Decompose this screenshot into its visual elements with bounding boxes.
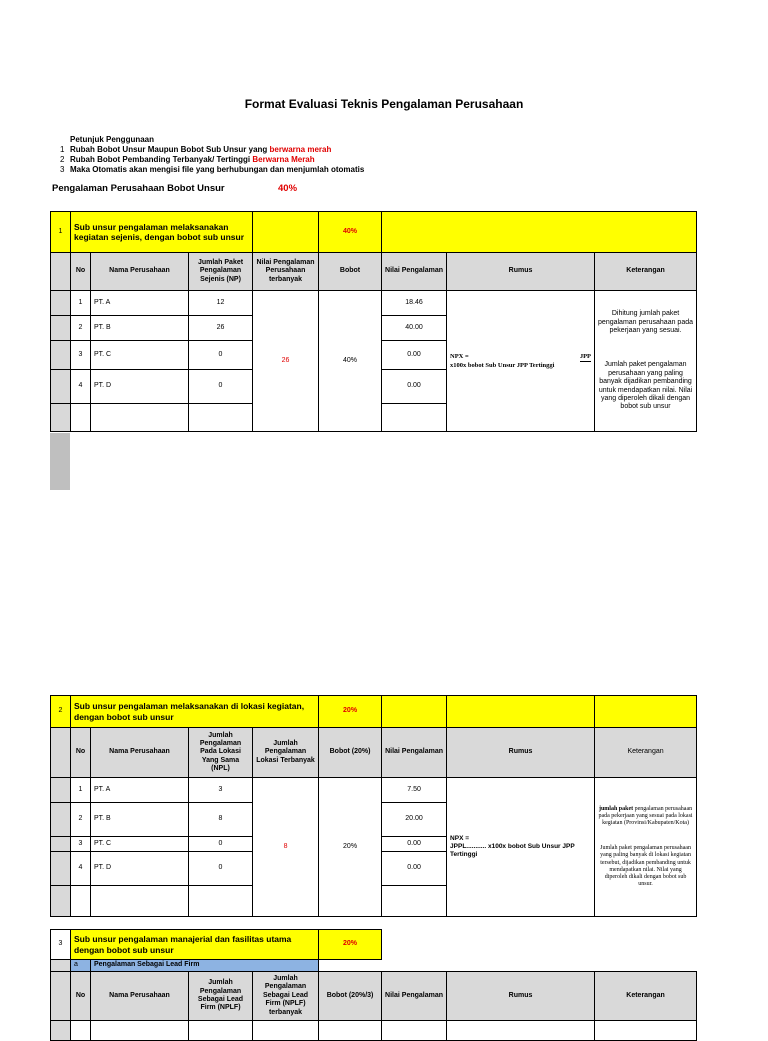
row-no: 2 [71, 316, 91, 341]
section1-terbanyak: 26 [253, 291, 319, 432]
section1-title: Sub unsur pengalaman melaksanakan kegiatan sejenis, dengan bobot sub unsur [71, 212, 253, 253]
section2-terbanyak: 8 [253, 778, 319, 917]
row-nilai: 0.00 [382, 341, 447, 370]
rumus-npx: NPX = [450, 835, 470, 843]
col-nama: Nama Perusahaan [91, 728, 189, 778]
section3-number: 3 [51, 930, 71, 960]
instruction-number: 3 [60, 165, 65, 174]
section2-keterangan [595, 778, 697, 917]
row-no: 3 [71, 341, 91, 370]
col-keterangan: Keterangan [595, 972, 697, 1021]
row-np: 0 [189, 370, 253, 404]
col-nilai: Nilai Pengalaman [382, 253, 447, 291]
rumus-jpp: JPP [579, 352, 592, 360]
section2-title: Sub unsur pengalaman melaksanakan di lokasi kegiatan, dengan bobot sub unsur [71, 696, 319, 728]
keterangan-1: Dihitung jumlah paket pengalaman perusahaan pada pekerjaan yang sesuai. [598, 310, 693, 335]
keterangan-bold: jumlah paket [598, 805, 634, 812]
section2-bobot: 20% [319, 778, 382, 917]
table-row [51, 291, 697, 316]
col-terbanyak: Jumlah Pengalaman Lokasi Terbanyak [253, 728, 319, 778]
row-no: 1 [71, 778, 91, 803]
row-nilai: 7.50 [382, 778, 447, 803]
keterangan-2: Jumlah paket pengalaman perusahaan yang paling banyak di lokasi kegiatan tersebut, dijadikan pembanding untuk mendapatkan nilai. Nilai yang diperoleh dikali dengan bobot sub unsur. [600, 845, 691, 888]
instruction-highlight: Berwarna Merah [252, 155, 315, 164]
col-nama: Nama Perusahaan [91, 972, 189, 1021]
section3-title: Sub unsur pengalaman manajerial dan fasilitas utama dengan bobot sub unsur [71, 930, 319, 960]
section1-table [50, 211, 697, 432]
table-row [51, 778, 697, 803]
row-nilai: 0.00 [382, 837, 447, 852]
section2-number: 2 [51, 696, 71, 728]
section2-table [50, 695, 697, 917]
instruction-item-2 [60, 155, 315, 164]
section1-header-row [51, 253, 697, 291]
col-keterangan: Keterangan [595, 728, 697, 778]
section3-sub-letter: a [71, 960, 91, 972]
instruction-item-1 [60, 145, 331, 154]
col-terbanyak: Jumlah Pengalaman Sebagai Lead Firm (NPLF) terbanyak [253, 972, 319, 1021]
keterangan-2: Jumlah paket pengalaman perusahaan yang paling banyak dijadikan pembanding untuk mendapatkan nilai. Nilai yang diperoleh dikali dengan bobot sub unsur [598, 361, 693, 411]
section3-header-row [51, 972, 697, 1021]
bobot-unsur-label: Pengalaman Perusahaan Bobot Unsur [52, 183, 225, 194]
bobot-unsur-value: 40% [278, 183, 298, 194]
row-name: PT. D [91, 852, 189, 886]
instruction-number: 2 [60, 155, 65, 164]
row-nilai: 0.00 [382, 852, 447, 886]
row-name: PT. A [91, 291, 189, 316]
col-no: No [71, 253, 91, 291]
col-bobot: Bobot (20%/3) [319, 972, 382, 1021]
row-nilai: 18.46 [382, 291, 447, 316]
row-nilai: 40.00 [382, 316, 447, 341]
row-no: 3 [71, 837, 91, 852]
section3-percent: 20% [319, 930, 382, 960]
section3-sub-title: Pengalaman Sebagai Lead Firm [91, 960, 319, 972]
section1-number: 1 [51, 212, 71, 253]
instructions-heading: Petunjuk Penggunaan [70, 135, 155, 144]
instruction-text: Maka Otomatis akan mengisi file yang berhubungan dan menjumlah otomatis [70, 165, 365, 174]
col-nilai: Nilai Pengalaman [382, 728, 447, 778]
row-np: 0 [189, 852, 253, 886]
row-np: 8 [189, 803, 253, 837]
row-nilai: 0.00 [382, 370, 447, 404]
col-jumlah: Jumlah Paket Pengalaman Sejenis (NP) [189, 253, 253, 291]
instruction-text: Rubah Bobot Pembanding Terbanyak/ Tertinggi [70, 155, 253, 164]
row-np: 0 [189, 837, 253, 852]
row-no: 4 [71, 370, 91, 404]
section2-percent: 20% [319, 696, 382, 728]
row-name: PT. C [91, 837, 189, 852]
col-rumus: Rumus [447, 728, 595, 778]
row-name: PT. B [91, 316, 189, 341]
section1-blank [253, 212, 319, 253]
col-bobot: Bobot [319, 253, 382, 291]
row-np: 26 [189, 316, 253, 341]
section2-rumus [447, 778, 595, 917]
col-keterangan: Keterangan [595, 253, 697, 291]
section1-bobot: 40% [319, 291, 382, 432]
section1-percent: 40% [319, 212, 382, 253]
col-nilai: Nilai Pengalaman [382, 972, 447, 1021]
row-no: 4 [71, 852, 91, 886]
col-rumus: Rumus [447, 972, 595, 1021]
row-np: 12 [189, 291, 253, 316]
rumus-formula: x100x bobot Sub Unsur JPP Tertinggi [450, 361, 555, 369]
rumus-formula: JPPL........... x100x bobot Sub Unsur JPP Tertinggi [450, 843, 575, 858]
row-no: 2 [71, 803, 91, 837]
col-nama: Nama Perusahaan [91, 253, 189, 291]
instruction-text: Rubah Bobot Unsur Maupun Bobot Sub Unsur yang [70, 145, 270, 154]
row-name: PT. D [91, 370, 189, 404]
col-jumlah: Jumlah Pengalaman Sebagai Lead Firm (NPLF) [189, 972, 253, 1021]
row-no: 1 [71, 291, 91, 316]
instruction-highlight: berwarna merah [269, 145, 332, 154]
col-jumlah: Jumlah Pengalaman Pada Lokasi Yang Sama (NPL) [189, 728, 253, 778]
section1-header-fill [382, 212, 697, 253]
col-terbanyak: Nilai Pengalaman Perusahaan terbanyak [253, 253, 319, 291]
col-bobot: Bobot (20%) [319, 728, 382, 778]
col-no: No [71, 972, 91, 1021]
rumus-npx: NPX = [450, 352, 469, 360]
page-title: Format Evaluasi Teknis Pengalaman Perusahaan [244, 97, 524, 111]
row-name: PT. B [91, 803, 189, 837]
section2-header-row [51, 728, 697, 778]
row-nilai: 20.00 [382, 803, 447, 837]
instruction-number: 1 [60, 145, 65, 154]
section1-rumus [447, 291, 595, 432]
row-np: 0 [189, 341, 253, 370]
row-name: PT. A [91, 778, 189, 803]
col-no: No [71, 728, 91, 778]
grey-side-bar [50, 433, 70, 490]
section3-table [50, 929, 697, 1041]
row-np: 3 [189, 778, 253, 803]
keterangan-1: pengalaman perusahaan pada pekerjaan yang sesuai pada lokasi kegiatan (Provinsi/Kabupaten/Kota) [598, 805, 693, 827]
col-rumus: Rumus [447, 253, 595, 291]
instruction-item-3 [60, 165, 364, 174]
section1-keterangan [595, 291, 697, 432]
row-name: PT. C [91, 341, 189, 370]
